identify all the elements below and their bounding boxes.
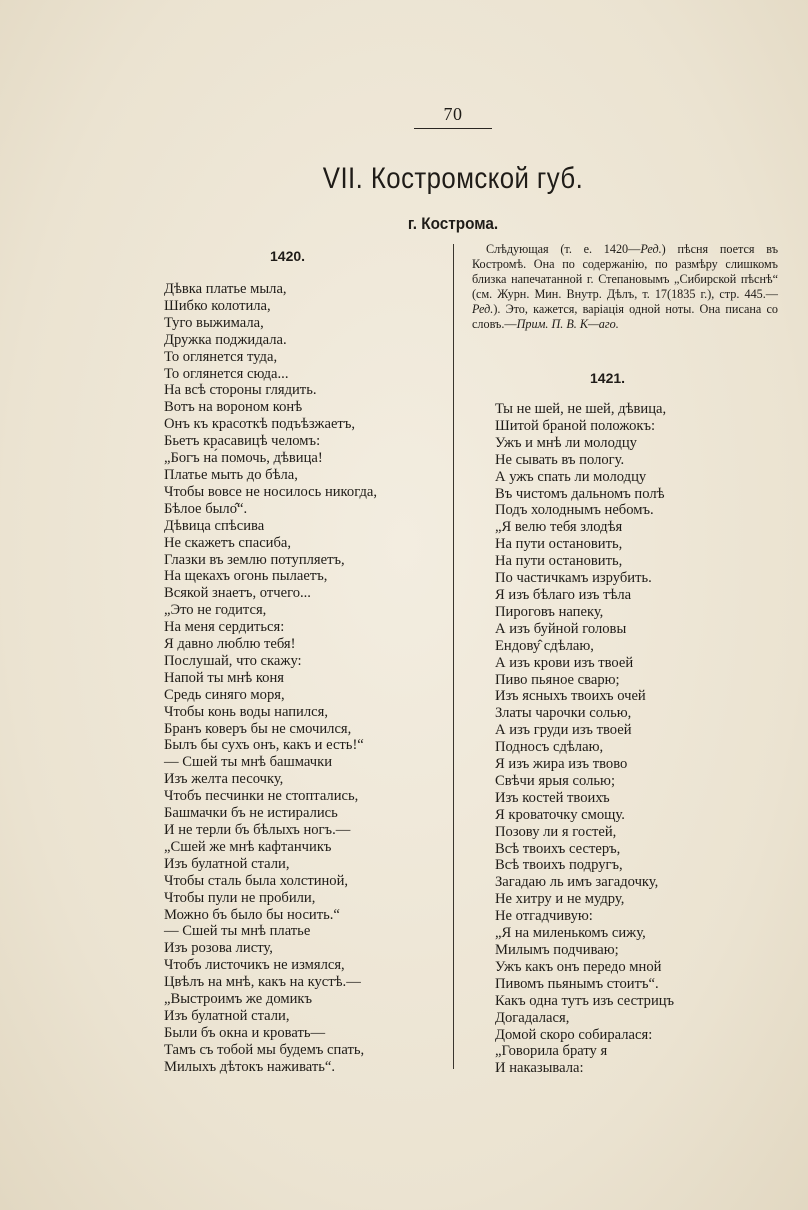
verse-line: — Сшей ты мнѣ платье xyxy=(164,923,311,940)
verse-line: Чтобы вовсе не носилось никогда, xyxy=(164,483,378,500)
verse-line: Бѣлое было̂“. xyxy=(164,500,248,517)
verse-line: Не скажетъ спасиба, xyxy=(164,534,292,551)
verse-line: Башмачки бъ не истирались xyxy=(164,805,338,822)
verse-line: Шитой браной положокъ: xyxy=(495,417,656,434)
verse-line: Туго выжимала, xyxy=(164,314,264,331)
verse-line: Дѣвица спѣсива xyxy=(164,517,265,534)
verse-line: На всѣ стороны глядить. xyxy=(164,382,317,399)
chapter-title: VII. Костромской губ. xyxy=(322,162,584,195)
verse-line: Изъ булатной стали, xyxy=(164,1007,290,1024)
verse-line: Пироговъ напеку, xyxy=(495,603,604,620)
verse-line: Послушай, что скажу: xyxy=(164,652,302,669)
verse-line: Можно бъ было бы носить.“ xyxy=(164,906,340,923)
note-editor-ref: Ред. xyxy=(640,242,662,256)
verse-line: То оглянется туда, xyxy=(164,348,278,365)
verse-line: И наказывала: xyxy=(495,1060,584,1077)
verse-line: А изъ груди изъ твоей xyxy=(495,722,632,739)
verse-line: А ужъ спать ли молодцу xyxy=(495,468,647,485)
verse-line: „Я на миленькомъ сижу, xyxy=(495,925,646,942)
verse-line: Не сывать въ пологу. xyxy=(495,451,625,468)
note-author-ref: Прим. П. В. К—аго. xyxy=(516,317,619,332)
verse-line: Пивомъ пьянымъ стоитъ“. xyxy=(495,975,659,992)
verse-line: Чтобы конь воды напился, xyxy=(164,703,328,720)
verse-line: Милымъ подчиваю; xyxy=(495,942,619,958)
verse-line: Изъ ясныхъ твоихъ очей xyxy=(495,688,646,705)
verse-line: Дѣвка платье мыла, xyxy=(164,281,287,297)
editorial-note xyxy=(472,242,778,333)
verse-line: „Сшей же мнѣ кафтанчикъ xyxy=(164,838,332,855)
verse-line: Былъ бы сухъ онъ, какъ и есть!“ xyxy=(164,737,364,754)
city-title: г. Кострома. xyxy=(407,214,499,233)
verse-line: Позову ли я гостей, xyxy=(495,823,617,840)
verse-line: На пути остановить, xyxy=(495,536,623,553)
verse-line: На пути остановить, xyxy=(495,553,623,570)
verse-line: Чтобы пули не пробили, xyxy=(164,889,316,906)
verse-line: „Говорила брату я xyxy=(495,1043,608,1060)
verse-line: — Сшей ты мнѣ башмачки xyxy=(164,754,333,771)
song-number-1420: 1420. xyxy=(270,248,306,264)
verse-line: Милыхъ дѣтокъ наживать“. xyxy=(164,1058,336,1075)
verse-line: „Это не годится, xyxy=(164,602,267,619)
verse-line: А изъ крови изъ твоей xyxy=(495,654,634,671)
verse-line: Ты не шей, не шей, дѣвица, xyxy=(495,401,667,417)
verse-line: Не отгадчивую: xyxy=(495,908,593,925)
verse-line: Ужъ и мнѣ ли молодцу xyxy=(495,434,637,451)
verse-line: То оглянется сюда... xyxy=(164,365,289,382)
verse-line: Я кроваточку смощу. xyxy=(495,806,625,823)
verse-line: Какъ одна тутъ изъ сестрицъ xyxy=(495,992,675,1009)
song-number-1421: 1421. xyxy=(590,370,626,386)
verse-line: Чтобы сталь была холстиной, xyxy=(164,872,349,889)
verse-line: Изъ булатной стали, xyxy=(164,855,290,872)
verse-line: Дружка поджидала. xyxy=(164,331,287,348)
verse-line: На щекахъ огонь пылаетъ, xyxy=(164,568,328,585)
verse-line: На меня сердиться: xyxy=(164,619,285,636)
verse-line: Бьетъ красавицѣ челомъ: xyxy=(164,433,321,450)
verse-line: „Выстроимъ же домикъ xyxy=(164,991,313,1008)
verse-line: Всѣ твоихъ подругъ, xyxy=(495,857,623,874)
song-1420-verse xyxy=(164,281,377,1076)
song-1421-verse xyxy=(495,401,674,1077)
note-editor-ref: Ред. xyxy=(472,302,494,317)
verse-line: Шибко колотила, xyxy=(164,297,271,314)
verse-line: Не хитру и не мудру, xyxy=(495,891,625,908)
page-number-rule xyxy=(414,128,492,129)
verse-line: Изъ желта песочку, xyxy=(164,771,284,788)
verse-line: „Богъ на́ помочь, дѣвица! xyxy=(164,450,323,467)
verse-line: Ендову̂ сдѣлаю, xyxy=(495,637,594,654)
verse-line: Я изъ жира изъ твово xyxy=(495,756,628,773)
verse-line: Бранъ коверъ бы не смочился, xyxy=(164,720,352,737)
column-divider xyxy=(453,244,454,1069)
verse-line: Свѣчи ярыя солью; xyxy=(495,772,615,789)
verse-line: „Я велю тебя злодѣя xyxy=(495,519,623,536)
verse-line: Платье мыть до бѣла, xyxy=(164,466,298,483)
verse-line: Загадаю ль имъ загадочку, xyxy=(495,874,659,891)
verse-line: Подносъ сдѣлаю, xyxy=(495,739,604,756)
verse-line: Цвѣлъ на мнѣ, какъ на кустѣ.— xyxy=(164,974,361,991)
verse-line: Онъ къ красоткѣ подъѣзжаетъ, xyxy=(164,416,356,433)
verse-line: Были бъ окна и кровать— xyxy=(164,1024,326,1041)
note-text: Слѣдующая (т. е. 1420— xyxy=(486,242,641,256)
verse-line: Тамъ съ тобой мы будемъ спать, xyxy=(164,1041,365,1058)
verse-line: Чтобъ листочикъ не измялся, xyxy=(164,957,345,974)
verse-line: Изъ костей твоихъ xyxy=(495,789,610,806)
verse-line: Пиво пьяное сварю; xyxy=(495,671,620,688)
verse-line: И не терли бъ бѣлыхъ ногъ.— xyxy=(164,822,351,838)
verse-line: Всякой знаетъ, отчего... xyxy=(164,585,311,602)
note-text: ) пѣсня поется въ Костромѣ. Она по содержанію, по размѣру слишкомъ близка напечатанной г. Степановымъ „Сибирской пѣснѣ“ (см. Журн. Мин. Внутр. Дѣлъ, т. 17(1835 г.), стр. 445.— xyxy=(472,242,778,302)
verse-line: Я давно люблю тебя! xyxy=(164,636,296,653)
verse-line: Вотъ на вороном конѣ xyxy=(164,399,303,416)
verse-line: Домой скоро собиралася: xyxy=(495,1026,653,1043)
verse-line: Въ чистомъ дальномъ полѣ xyxy=(495,485,665,502)
verse-line: Всѣ твоихъ сестеръ, xyxy=(495,840,621,857)
verse-line: Средь синяго моря, xyxy=(164,686,285,703)
verse-line: Златы чарочки солью, xyxy=(495,705,632,722)
note-text: ). Это, кажется, варіація одной ноты. Она писана со словъ.— xyxy=(472,302,778,332)
verse-line: Я изъ бѣлаго изъ тѣла xyxy=(495,586,632,603)
verse-line: Напой ты мнѣ коня xyxy=(164,669,285,686)
page-number: 70 xyxy=(443,104,463,124)
verse-line: По частичкамъ изрубить. xyxy=(495,570,652,587)
verse-line: Догадалася, xyxy=(495,1009,570,1026)
verse-line: Чтобъ песчинки не стоптались, xyxy=(164,788,359,805)
verse-line: Ужъ какъ онъ передо мной xyxy=(495,958,662,975)
verse-line: Изъ розова листу, xyxy=(164,940,273,957)
verse-line: Глазки въ землю потупляетъ, xyxy=(164,551,345,568)
verse-line: Подъ холоднымъ небомъ. xyxy=(495,502,654,519)
verse-line: А изъ буйной головы xyxy=(495,620,627,637)
